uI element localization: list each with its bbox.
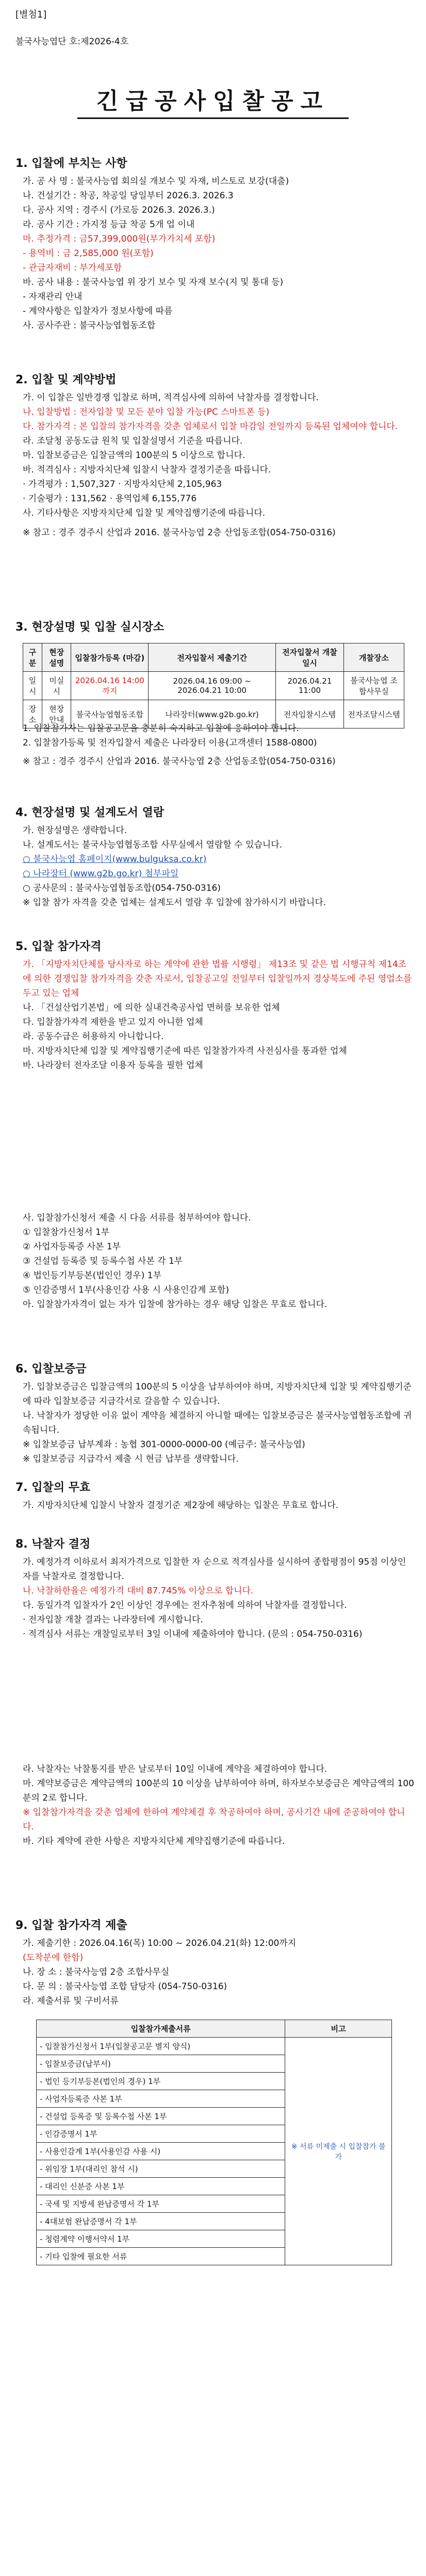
schedule-header-2: 입찰참가등록 (마감) <box>71 643 149 672</box>
s4-homepage-link[interactable]: ○ 불국사능엽 홈페이지(www.bulguksa.co.kr) <box>23 854 207 865</box>
s8b-line-4: 바. 기타 계약에 관한 사항은 지방자치단체 계약집행기준에 따릅니다. <box>23 1836 285 1846</box>
s9-line-4: 다. 문 의 : 불국사능엽 조합 담당자 (054-750-0316) <box>23 1981 227 1992</box>
section-8-title: 8. 낙찰자 결정 <box>15 1538 91 1551</box>
s2-line-7: · 가격평가 : 1,507,327 · 지방자치단체 2,105,963 <box>23 479 222 489</box>
s2-note: ※ 참고 : 경주 경주시 산업과 2016. 불국사능엽 2층 산업동조합(054-750-0316) <box>23 528 336 538</box>
s2-line-4: 라. 조달청 공동도급 원칙 및 입찰설명서 기준을 따릅니다. <box>23 436 243 446</box>
schedule-table <box>23 643 404 728</box>
table-row <box>23 672 404 700</box>
section-6-title: 6. 입찰보증금 <box>15 1363 87 1376</box>
s5-line-4: 라. 공동수급은 허용하지 아니합니다. <box>23 1031 164 1042</box>
schedule-cell: 현장안내 <box>42 700 71 728</box>
title-underline <box>77 117 349 119</box>
s2-line-6: 바. 적격심사 : 지방자치단체 입찰시 낙찰자 결정기준을 따릅니다. <box>23 465 271 475</box>
s4-line-2: 나. 설계도서는 불국사능엽협동조합 사무실에서 열람할 수 있습니다. <box>23 840 283 850</box>
s2-line-9: 사. 기타사항은 지방자치단체 입찰 및 계약집행기준에 따릅니다. <box>23 508 266 518</box>
schedule-cell: 미실시 <box>42 672 71 700</box>
s9-line-2: (도착분에 한함) <box>23 1953 84 1963</box>
documents-cell: - 사용인감계 1부(사용인감 사용 시) <box>37 2143 285 2160</box>
s1-line-10: - 계약사항은 입찰자가 정보사항에 따름 <box>23 306 173 316</box>
documents-cell: - 인감증명서 1부 <box>37 2125 285 2143</box>
section-4-title: 4. 현장설명 및 설계도서 열람 <box>15 806 165 819</box>
s4-line-5: ○ 공사문의 : 불국사능엽협동조합(054-750-0316) <box>23 883 221 893</box>
s1-line-6: - 용역비 : 금 2,585,000 원(포함) <box>23 248 154 259</box>
section-9-title: 9. 입찰 참가자격 제출 <box>15 1919 127 1932</box>
s1-line-5: 마. 추정가격 : 금57,399,000원(부가가치세 포함) <box>23 234 216 244</box>
schedule-cell: 불국사능엽 조합사무실 <box>343 672 404 700</box>
section-8-body <box>23 1555 415 1641</box>
schedule-header-3: 전자입찰서 제출기간 <box>149 643 276 672</box>
s9-line-5: 라. 제출서류 및 구비서류 <box>23 1996 119 2006</box>
s5b-line-7: 아. 입찰참가자격이 없는 자가 입찰에 참가하는 경우 해당 입찰은 무효로 합니다. <box>23 1299 327 1310</box>
s1-line-7: - 관급자재비 : 부가세포함 <box>23 263 122 273</box>
s2-line-5: 마. 입찰보증금은 입찰금액의 100분의 5 이상으로 합니다. <box>23 450 245 461</box>
s8b-line-1: 라. 낙찰자는 낙찰통지를 받은 날로부터 10일 이내에 계약을 체결하여야 합니다. <box>23 1764 327 1774</box>
s8-line-1: 가. 예정가격 이하로서 최저가격으로 입찰한 자 순으로 적격심사를 실시하여 종합평점이 95점 이상인 자를 낙찰자로 결정합니다. <box>23 1557 406 1582</box>
section-5-body <box>23 957 415 1073</box>
s6-line-2: 나. 낙찰자가 정당한 이유 없이 계약을 체결하지 아니할 때에는 입찰보증금은 불국사능엽협동조합에 귀속됩니다. <box>23 1411 412 1435</box>
section-1-title: 1. 입찰에 부치는 사항 <box>15 157 127 170</box>
documents-cell: - 청렴계약 이행서약서 1부 <box>37 2230 285 2248</box>
section-6-body <box>23 1380 415 1466</box>
s3-line-2: 2. 입찰참가등록 및 전자입찰서 제출은 나라장터 이용(고객센터 1588-0800) <box>23 738 317 748</box>
table-row <box>37 2038 392 2055</box>
s8-line-3: 다. 동일가격 입찰자가 2인 이상인 경우에는 전자추첨에 의하여 낙찰자를 결정합니다. <box>23 1600 347 1611</box>
schedule-cell: 나라장터(www.g2b.go.kr) <box>149 700 276 728</box>
s8-line-5: · 적격심사 서류는 개찰일로부터 3일 이내에 제출하여야 합니다. (문의 : 054-750-0316) <box>23 1629 363 1639</box>
s8-line-2: 나. 낙찰하한율은 예정가격 대비 87.745% 이상으로 합니다. <box>23 1586 254 1596</box>
s5-line-2: 나. 「건설산업기본법」에 의한 실내건축공사업 면허를 보유한 업체 <box>23 1003 280 1013</box>
s8-line-4: · 전자입찰 개찰 결과는 나라장터에 게시합니다. <box>23 1615 203 1625</box>
s4-line-1: 가. 현장설명은 생략합니다. <box>23 825 127 836</box>
documents-cell: - 대리인 신분증 사본 1부 <box>37 2178 285 2195</box>
documents-note: ※ 서류 미제출 시 입찰참가 불가 <box>285 2038 392 2265</box>
schedule-cell: 불국사능엽협동조합 <box>71 700 149 728</box>
s7-line-1: 가. 지방자치단체 입찰시 낙찰자 결정기준 제2장에 해당하는 입찰은 무효로 합니다. <box>23 1500 339 1511</box>
documents-cell: - 국세 및 지방세 완납증명서 각 1부 <box>37 2195 285 2213</box>
documents-cell: - 입찰보증금(납부서) <box>37 2055 285 2073</box>
s4-line-6: ※ 입찰 참가 자격을 갖춘 업체는 설계도서 열람 후 입찰에 참가하시기 바랍니다. <box>23 897 326 908</box>
s6-line-1: 가. 입찰보증금은 입찰금액의 100분의 5 이상을 납부하여야 하며, 지방자치단체 입찰 및 계약집행기준에 따라 입찰보증금 지급각서로 갈음할 수 있습니다. <box>23 1382 412 1406</box>
s1-line-4: 라. 공사 기간 : 가지정 등급 착공 5개 업 이내 <box>23 219 195 230</box>
section-5-title: 5. 입찰 참가자격 <box>15 940 102 953</box>
schedule-cell: 일시 <box>23 672 42 700</box>
s5-line-5: 마. 지방자치단체 입찰 및 계약집행기준에 따른 입찰참가자격 사전심사를 통과한 업체 <box>23 1046 347 1056</box>
schedule-header-5: 개찰장소 <box>343 643 404 672</box>
schedule-cell: 전자입찰시스템 <box>276 700 344 728</box>
schedule-cell: 2026.04.21 11:00 <box>276 672 344 700</box>
section-1-body <box>23 174 415 333</box>
s1-line-8: 바. 공사 내용 : 불국사능엽 위 장기 보수 및 자재 보수(지 및 통대 등) <box>23 277 284 287</box>
s8b-line-2: 마. 계약보증금은 계약금액의 100분의 10 이상을 납부하여야 하며, 하자보수보증금은 계약금액의 100분의 2로 합니다. <box>23 1778 414 1803</box>
section-2-body <box>23 391 415 540</box>
s5b-line-4: ③ 건설업 등록증 및 등록수첩 사본 각 1부 <box>23 1256 183 1266</box>
s3-line-1: 1. 입찰참가자는 입찰공고문을 충분히 숙지하고 입찰에 응하여야 합니다. <box>23 723 299 734</box>
schedule-cell: 전자조달시스템 <box>343 700 404 728</box>
s5b-line-3: ② 사업자등록증 사본 1부 <box>23 1242 121 1252</box>
section-9-body <box>23 1936 415 2008</box>
section-3-title: 3. 현장설명 및 입찰 실시장소 <box>15 621 165 634</box>
documents-cell: - 위임장 1부(대리인 참석 시) <box>37 2160 285 2178</box>
s6-line-3: ※ 입찰보증금 납부계좌 : 농협 301-0000-0000-00 (예금주: 불국사능엽) <box>23 1439 305 1450</box>
s2-line-8: · 기술평가 : 131,562 · 용역업체 6,155,776 <box>23 494 197 504</box>
schedule-header-1: 현장설명 <box>42 643 71 672</box>
schedule-header-0: 구분 <box>23 643 42 672</box>
document-number: 불국사능엽단 호:제2026-4호 <box>15 37 129 47</box>
documents-cell: - 건설업 등록증 및 등록수첩 사본 1부 <box>37 2108 285 2125</box>
s9-line-1: 가. 제출기한 : 2026.04.16(목) 10:00 ~ 2026.04.21(화) 12:00까지 <box>23 1938 297 1948</box>
s5b-line-1: 사. 입찰참가신청서 제출 시 다음 서류를 첨부하여야 합니다. <box>23 1213 251 1223</box>
schedule-cell: 2026.04.16 14:00까지 <box>71 672 149 700</box>
s4-g2b-link[interactable]: ○ 나라장터 (www.g2b.go.kr) 첨부파일 <box>23 869 179 879</box>
section-7-title: 7. 입찰의 무효 <box>15 1481 91 1494</box>
s5b-line-2: ① 입찰참가신청서 1부 <box>23 1227 110 1238</box>
documents-cell: - 입찰참가신청서 1부(입찰공고문 별지 양식) <box>37 2038 285 2055</box>
s9-line-3: 나. 장 소 : 불국사능엽 2층 조합사무실 <box>23 1967 170 1977</box>
s2-line-3: 다. 참가자격 : 본 입찰의 참가자격을 갖춘 업체로서 입찰 마감일 전일까지 등록된 업체여야 합니다. <box>23 421 398 432</box>
documents-cell: - 4대보험 완납증명서 각 1부 <box>37 2213 285 2230</box>
s1-line-3: 다. 공사 지역 : 경주시 (가로등 2026.3. 2026.3.) <box>23 205 215 215</box>
documents-cell: - 기타 입찰에 필요한 서류 <box>37 2248 285 2265</box>
schedule-header-4: 전자입찰서 개찰일시 <box>276 643 344 672</box>
s5-line-6: 바. 나라장터 전자조달 이용자 등록을 필한 업체 <box>23 1060 203 1071</box>
documents-table <box>36 2020 392 2265</box>
s5b-line-6: ⑤ 인감증명서 1부(사용인감 사용 시 사용인감계 포함) <box>23 1285 230 1295</box>
documents-cell: - 법인 등기부등본(법인의 경우) 1부 <box>37 2073 285 2090</box>
attachment-label: [별첨1] <box>15 9 47 20</box>
section-3-body <box>23 721 415 769</box>
section-5b-body <box>23 1211 415 1312</box>
section-2-title: 2. 입찰 및 계약방법 <box>15 374 117 386</box>
section-4-body <box>23 823 415 910</box>
s2-line-2: 나. 입찰방법 : 전자입찰 및 모든 분야 입찰 가능(PC 스마트폰 등) <box>23 407 270 417</box>
s1-line-1: 가. 공 사 명 : 불국사능엽 회의실 개보수 및 자재, 비스토로 보강(대출) <box>23 176 289 187</box>
s5-line-1: 가. 「지방자치단체를 당사자로 하는 계약에 관한 법률 시행령」 제13조 및 같은 법 시행규칙 제14조에 의한 경쟁입찰 참가자격을 갖춘 자로서, 입찰공고일 전일부터 입찰일까지 경상북도에 주된 영업소를 두고 있는 업체 <box>23 959 412 998</box>
s1-line-9: - 자재관리 안내 <box>23 292 83 302</box>
s1-line-11: 사. 공사주관 : 불국사능엽협동조합 <box>23 320 156 331</box>
s5b-line-5: ④ 법인등기부등본(법인인 경우) 1부 <box>23 1270 162 1281</box>
schedule-cell: 2026.04.16 09:00 ~ 2026.04.21 10:00 <box>149 672 276 700</box>
documents-cell: - 사업자등록증 사본 1부 <box>37 2090 285 2108</box>
section-8b-body <box>23 1762 415 1849</box>
s6-line-4: ※ 입찰보증금 지급각서 제출 시 현금 납부를 생략합니다. <box>23 1454 239 1464</box>
s1-line-2: 나. 건설기간 : 착공, 착공일 당일부터 2026.3. 2026.3 <box>23 191 234 201</box>
s5-line-3: 다. 입찰참가자격 제한을 받고 있지 아니한 업체 <box>23 1017 203 1027</box>
section-7-body <box>23 1498 415 1513</box>
s2-line-1: 가. 이 입찰은 일반경쟁 입찰로 하며, 적격심사에 의하여 낙찰자를 결정합니다. <box>23 393 319 403</box>
schedule-cell: 장소 <box>23 700 42 728</box>
document-title: 긴급공사입찰공고 <box>96 88 330 114</box>
s3-note: ※ 참고 : 경주 경주시 산업과 2016. 불국사능엽 2층 산업동조합(054-750-0316) <box>23 756 336 767</box>
s8b-line-3: ※ 입찰참가자격을 갖춘 업체에 한하여 계약체결 후 착공하여야 하며, 공사기간 내에 준공하여야 합니다. <box>23 1807 405 1832</box>
documents-header-0: 입찰참가제출서류 <box>37 2020 285 2038</box>
documents-header-1: 비고 <box>285 2020 392 2038</box>
